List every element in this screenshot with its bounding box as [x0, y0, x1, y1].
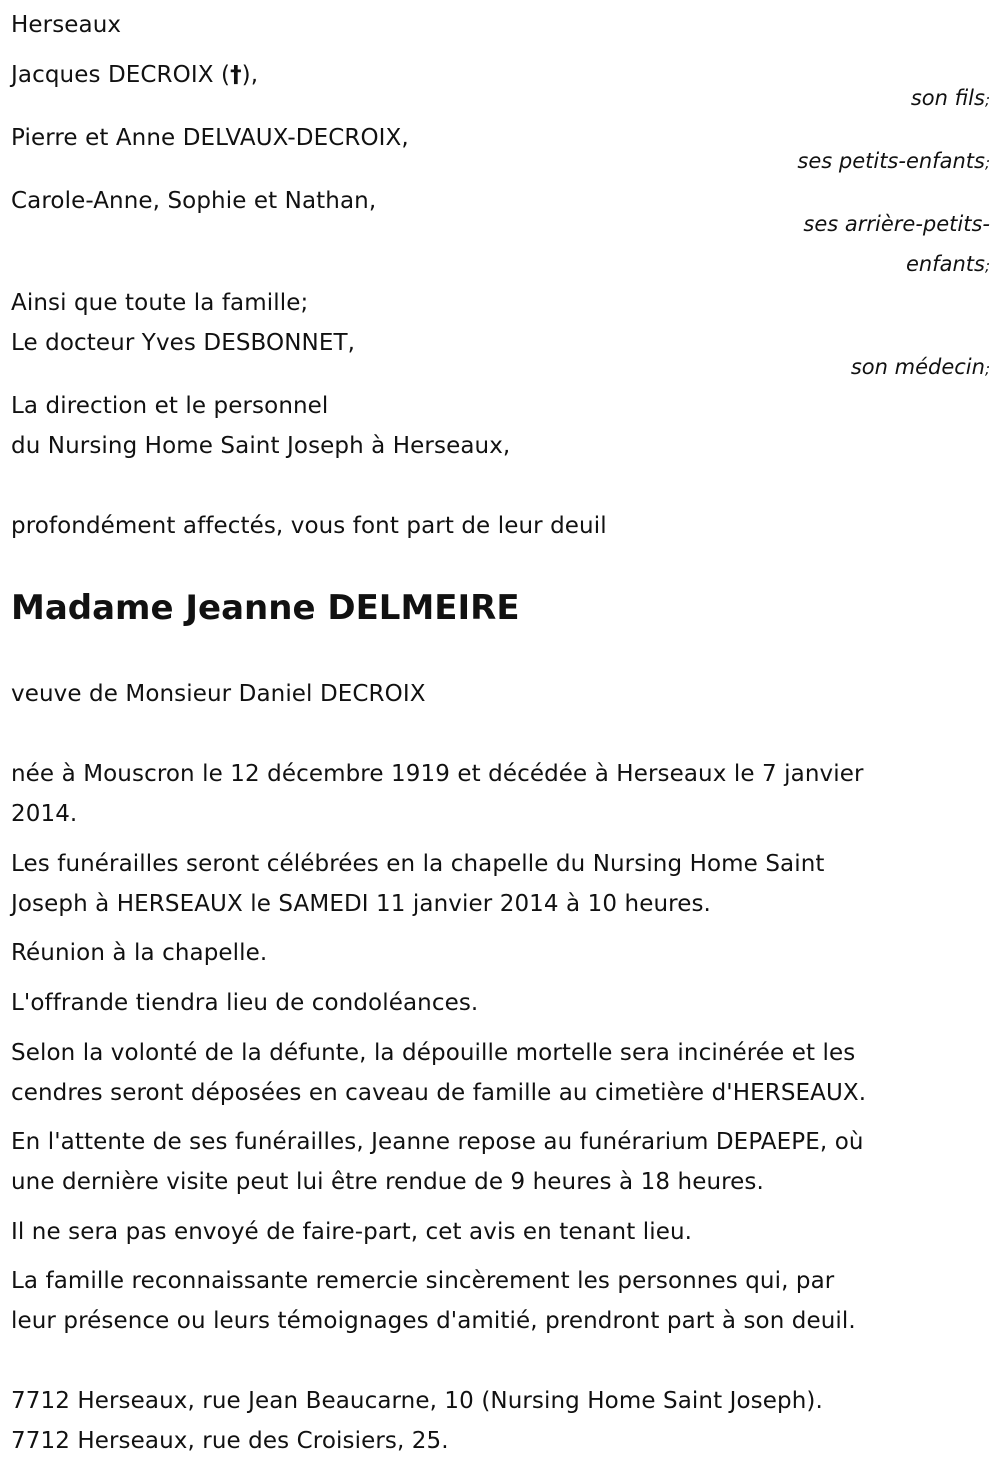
role-punct: ;	[984, 360, 990, 378]
role-label: ses petits-enfants	[797, 149, 985, 173]
paragraph-no-notice: Il ne sera pas envoyé de faire-part, cet avis en tenant lieu.	[11, 1219, 693, 1245]
role-label: son fils	[910, 86, 985, 110]
role-label: enfants	[905, 252, 985, 276]
paragraph-line: La famille reconnaissante remercie sincèrement les personnes qui, par	[11, 1268, 835, 1294]
whole-family-line: Ainsi que toute la famille;	[11, 290, 309, 316]
family-member-great-grandchildren: Carole-Anne, Sophie et Nathan,	[11, 188, 377, 214]
family-role-son	[911, 78, 990, 120]
paragraph-offering: L'offrande tiendra lieu de condoléances.	[11, 990, 479, 1016]
paragraph-line: une dernière visite peut lui être rendue de 9 heures à 18 heures.	[11, 1169, 764, 1195]
paragraph-line: Joseph à HERSEAUX le SAMEDI 11 janvier 2014 à 10 heures.	[11, 891, 711, 917]
role-punct: ;	[984, 91, 990, 109]
cross-icon: †	[230, 62, 242, 88]
paragraph-line: 2014.	[11, 801, 78, 827]
paragraph-line: En l'attente de ses funérailles, Jeanne repose au funérarium DEPAEPE, où	[11, 1129, 864, 1155]
direction-line-1: La direction et le personnel	[11, 393, 329, 419]
paragraph-line: cendres seront déposées en caveau de famille au cimetière d'HERSEAUX.	[11, 1080, 867, 1106]
deceased-name-heading: Madame Jeanne DELMEIRE	[11, 588, 520, 628]
family-role-great-grandchildren-line2	[906, 244, 990, 286]
place-header: Herseaux	[11, 12, 122, 38]
role-punct: ;	[984, 154, 990, 172]
doctor-line: Le docteur Yves DESBONNET,	[11, 330, 356, 356]
family-member-name-prefix: Jacques DECROIX (	[11, 62, 231, 88]
direction-line-2: du Nursing Home Saint Joseph à Herseaux,	[11, 433, 511, 459]
family-role-grandchildren	[797, 141, 990, 183]
family-role-great-grandchildren-line1: ses arrière-petits-	[803, 212, 990, 236]
address-line: 7712 Herseaux, rue des Croisiers, 25.	[11, 1428, 449, 1454]
role-punct: ;	[984, 257, 990, 275]
family-member-grandchildren: Pierre et Anne DELVAUX-DECROIX,	[11, 125, 409, 151]
paragraph-line: Les funérailles seront célébrées en la chapelle du Nursing Home Saint	[11, 851, 825, 877]
address-line: 7712 Herseaux, rue Jean Beaucarne, 10 (Nursing Home Saint Joseph).	[11, 1388, 823, 1414]
family-member-son	[11, 55, 258, 95]
doctor-role	[851, 347, 990, 389]
paragraph-line: née à Mouscron le 12 décembre 1919 et décédée à Herseaux le 7 janvier	[11, 761, 864, 787]
paragraph-line: leur présence ou leurs témoignages d'amitié, prendront part à son deuil.	[11, 1308, 856, 1334]
widow-of-line: veuve de Monsieur Daniel DECROIX	[11, 681, 426, 707]
paragraph-line: Selon la volonté de la défunte, la dépouille mortelle sera incinérée et les	[11, 1040, 856, 1066]
announcement-line: profondément affectés, vous font part de leur deuil	[11, 513, 607, 539]
paragraph-meeting: Réunion à la chapelle.	[11, 940, 268, 966]
family-member-name-suffix: ),	[241, 62, 259, 88]
role-label: son médecin	[850, 355, 985, 379]
